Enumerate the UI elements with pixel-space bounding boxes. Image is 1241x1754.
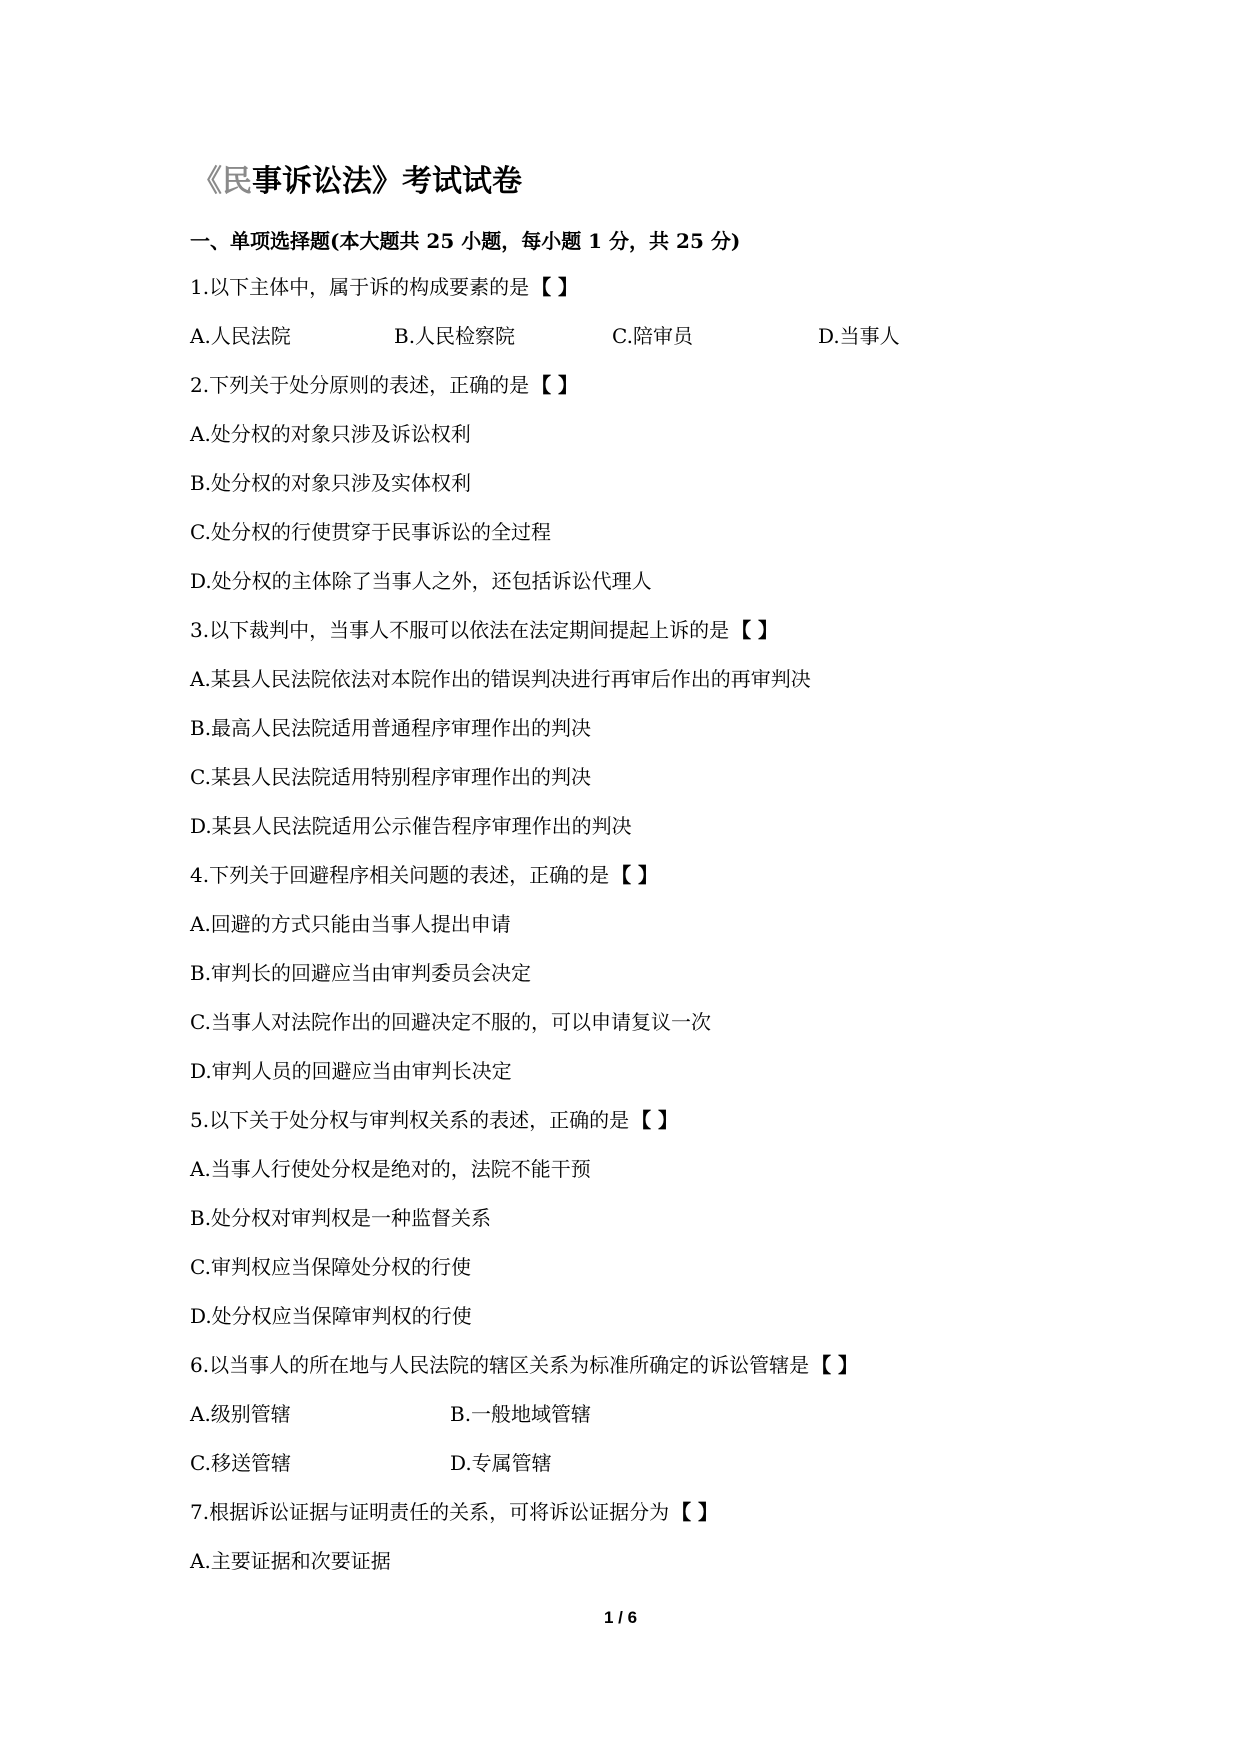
section-heading: 一、单项选择题(本大题共 25 小题，每小题 1 分，共 25 分) bbox=[190, 229, 741, 253]
option-d: D.处分权的主体除了当事人之外，还包括诉讼代理人 bbox=[190, 569, 652, 593]
question-stem: 2.下列关于处分原则的表述，正确的是 【 】 bbox=[190, 373, 579, 397]
option-c: C.移送管辖 bbox=[190, 1451, 291, 1475]
options-row bbox=[190, 1448, 1150, 1497]
option-c: C.当事人对法院作出的回避决定不服的，可以申请复议一次 bbox=[190, 1010, 711, 1034]
option-d: D.审判人员的回避应当由审判长决定 bbox=[190, 1059, 512, 1083]
option-c: C.审判权应当保障处分权的行使 bbox=[190, 1255, 471, 1279]
answer-bracket: 【 】 bbox=[531, 275, 579, 299]
answer-bracket: 【 】 bbox=[671, 1500, 719, 1524]
title-first-char: 《民 bbox=[192, 164, 252, 199]
option-d: D.某县人民法院适用公示催告程序审理作出的判决 bbox=[190, 814, 632, 838]
option-a: A.回避的方式只能由当事人提出申请 bbox=[190, 912, 511, 936]
option-c: C.陪审员 bbox=[612, 324, 693, 348]
option-a: A.当事人行使处分权是绝对的，法院不能干预 bbox=[190, 1157, 591, 1181]
option-b: B.人民检察院 bbox=[394, 324, 516, 348]
option-d: D.专属管辖 bbox=[450, 1451, 552, 1475]
question-stem: 3.以下裁判中，当事人不服可以依法在法定期间提起上诉的是 【 】 bbox=[190, 618, 779, 642]
answer-bracket: 【 】 bbox=[531, 373, 579, 397]
option-b: B.处分权对审判权是一种监督关系 bbox=[190, 1206, 492, 1230]
options-row bbox=[190, 321, 1150, 370]
option-b: B.处分权的对象只涉及实体权利 bbox=[190, 471, 472, 495]
option-d: D.处分权应当保障审判权的行使 bbox=[190, 1304, 472, 1328]
option-b: B.审判长的回避应当由审判委员会决定 bbox=[190, 961, 532, 985]
answer-bracket: 【 】 bbox=[611, 863, 659, 887]
option-a: A.某县人民法院依法对本院作出的错误判决进行再审后作出的再审判决 bbox=[190, 667, 811, 691]
question-stem: 5.以下关于处分权与审判权关系的表述，正确的是 【 】 bbox=[190, 1108, 679, 1132]
answer-bracket: 【 】 bbox=[811, 1353, 859, 1377]
option-d: D.当事人 bbox=[818, 324, 900, 348]
option-b: B.最高人民法院适用普通程序审理作出的判决 bbox=[190, 716, 592, 740]
answer-bracket: 【 】 bbox=[631, 1108, 679, 1132]
question-stem: 1.以下主体中，属于诉的构成要素的是 【 】 bbox=[190, 275, 579, 299]
document-title bbox=[192, 160, 522, 204]
page-number: 1 / 6 bbox=[603, 1608, 638, 1627]
option-c: C.某县人民法院适用特别程序审理作出的判决 bbox=[190, 765, 591, 789]
option-a: A.级别管辖 bbox=[190, 1402, 291, 1426]
option-a: A.人民法院 bbox=[190, 324, 291, 348]
options-row bbox=[190, 1399, 1150, 1448]
question-list bbox=[190, 272, 1150, 1595]
title-rest: 事诉讼法》考试试卷 bbox=[252, 164, 522, 199]
question-stem: 4.下列关于回避程序相关问题的表述，正确的是 【 】 bbox=[190, 863, 659, 887]
option-b: B.一般地域管辖 bbox=[450, 1402, 592, 1426]
question-stem: 7.根据诉讼证据与证明责任的关系，可将诉讼证据分为 【 】 bbox=[190, 1500, 719, 1524]
option-c: C.处分权的行使贯穿于民事诉讼的全过程 bbox=[190, 520, 551, 544]
answer-bracket: 【 】 bbox=[731, 618, 779, 642]
option-a: A.主要证据和次要证据 bbox=[190, 1549, 391, 1573]
option-a: A.处分权的对象只涉及诉讼权利 bbox=[190, 422, 471, 446]
question-stem: 6.以当事人的所在地与人民法院的辖区关系为标准所确定的诉讼管辖是 【 】 bbox=[190, 1353, 859, 1377]
